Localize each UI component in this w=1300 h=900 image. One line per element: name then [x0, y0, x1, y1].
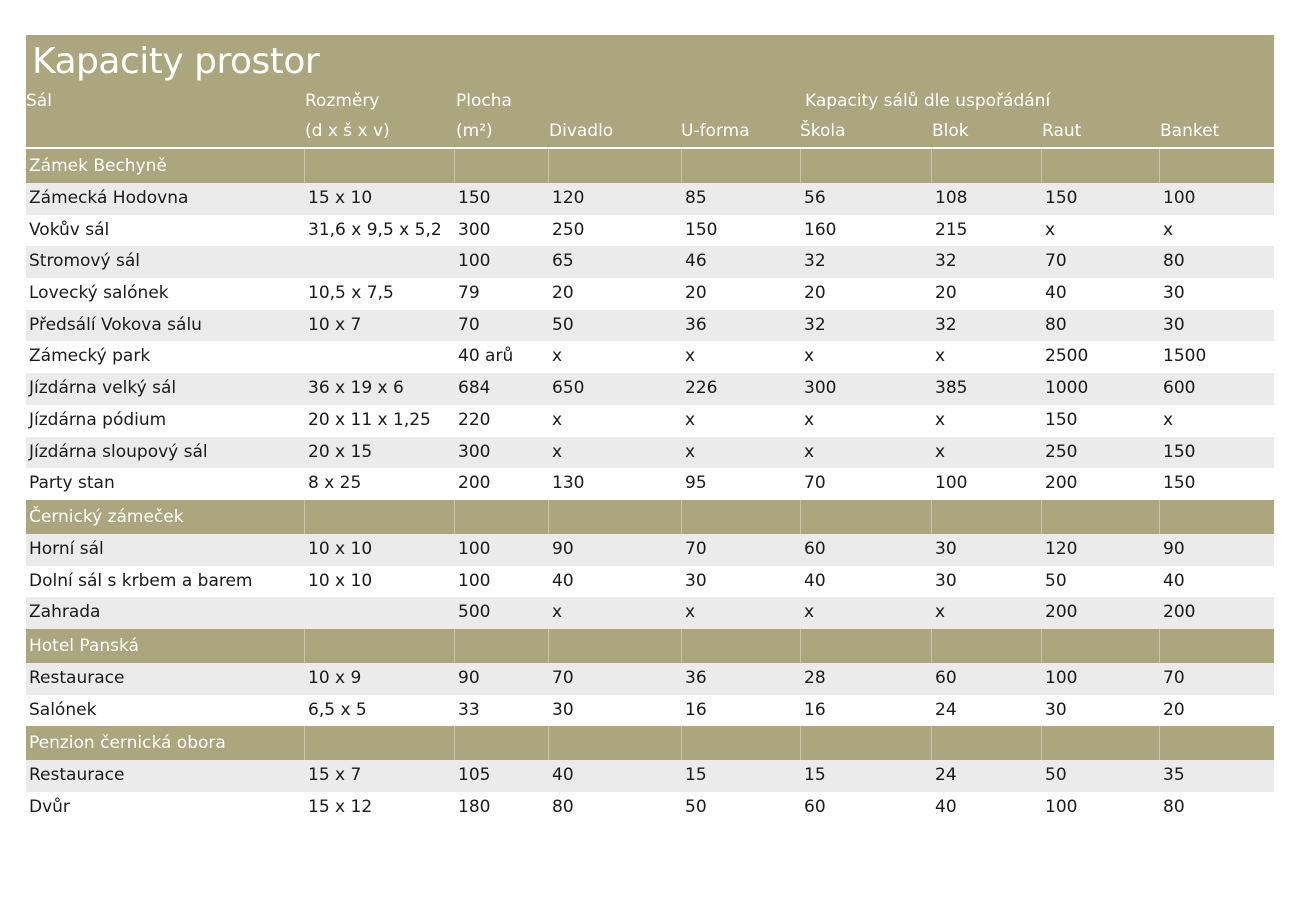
title-bar	[26, 35, 1274, 87]
cell-sal: Zámecký park	[29, 346, 151, 367]
table-row	[26, 278, 1274, 310]
cell-skola: x	[804, 602, 815, 623]
cell-divadlo: x	[552, 409, 563, 430]
cell-divadlo: 90	[552, 538, 574, 559]
cell-raut: 150	[1045, 188, 1078, 208]
cell-blok: 30	[935, 538, 957, 559]
table-row	[26, 246, 1274, 278]
cell-banket: 30	[1163, 314, 1185, 335]
cell-plocha: 300	[458, 441, 491, 462]
cell-banket: 600	[1163, 378, 1196, 399]
cell-divadlo: 70	[552, 667, 574, 688]
cell-blok: x	[935, 409, 946, 430]
group-row	[26, 726, 1274, 760]
group-divider	[1159, 500, 1160, 534]
cell-plocha: 90	[458, 667, 480, 688]
cell-blok: 385	[935, 378, 968, 399]
cell-skola: x	[804, 441, 815, 462]
cell-raut: x	[1045, 219, 1056, 240]
table-row	[26, 534, 1274, 566]
cell-plocha: 79	[458, 283, 480, 304]
table-row	[26, 215, 1274, 247]
group-divider	[454, 149, 455, 183]
cell-sal: Zahrada	[29, 602, 101, 623]
cell-blok: 60	[935, 667, 957, 688]
header-blok: Blok	[932, 121, 969, 141]
cell-skola: 20	[804, 283, 826, 304]
cell-banket: x	[1163, 409, 1174, 430]
cell-raut: 2500	[1045, 346, 1089, 367]
cell-divadlo: 20	[552, 283, 574, 304]
cell-uforma: x	[685, 409, 696, 430]
cell-banket: 30	[1163, 283, 1185, 304]
cell-raut: 100	[1045, 667, 1078, 688]
cell-rozmery: 31,6 x 9,5 x 5,2	[308, 219, 442, 240]
group-divider	[304, 500, 305, 534]
group-divider	[931, 500, 932, 534]
cell-skola: 32	[804, 314, 826, 335]
cell-uforma: 15	[685, 765, 707, 786]
cell-sal: Předsálí Vokova sálu	[29, 314, 202, 335]
header-plocha-unit: (m²)	[456, 121, 493, 141]
cell-uforma: 85	[685, 188, 707, 208]
cell-divadlo: x	[552, 602, 563, 623]
cell-blok: 100	[935, 473, 968, 494]
group-divider	[548, 629, 549, 663]
cell-raut: 250	[1045, 441, 1078, 462]
header-plocha: Plocha	[456, 91, 512, 111]
cell-raut: 200	[1045, 473, 1078, 494]
group-divider	[304, 149, 305, 183]
cell-skola: 28	[804, 667, 826, 688]
cell-banket: 70	[1163, 667, 1185, 688]
table-row	[26, 566, 1274, 598]
cell-sal: Vokův sál	[29, 219, 110, 240]
cell-sal: Restaurace	[29, 667, 125, 688]
cell-uforma: x	[685, 441, 696, 462]
header-kapacity: Kapacity sálů dle uspořádání	[805, 91, 1051, 111]
table-row	[26, 405, 1274, 437]
cell-rozmery: 10 x 10	[308, 538, 373, 559]
group-name: Zámek Bechyně	[29, 156, 167, 176]
group-row	[26, 500, 1274, 534]
cell-skola: 60	[804, 797, 826, 817]
cell-sal: Restaurace	[29, 765, 125, 786]
cell-banket: 35	[1163, 765, 1185, 786]
cell-uforma: 226	[685, 378, 718, 399]
group-divider	[1041, 500, 1042, 534]
cell-plocha: 33	[458, 699, 480, 720]
cell-raut: 70	[1045, 251, 1067, 272]
cell-divadlo: 130	[552, 473, 585, 494]
cell-plocha: 40 arů	[458, 346, 514, 367]
header-rozmery-unit: (d x š x v)	[305, 121, 390, 141]
cell-skola: 32	[804, 251, 826, 272]
group-row	[26, 629, 1274, 663]
cell-plocha: 500	[458, 602, 491, 623]
cell-raut: 50	[1045, 570, 1067, 591]
cell-uforma: 36	[685, 667, 707, 688]
cell-plocha: 100	[458, 570, 491, 591]
cell-banket: 150	[1163, 441, 1196, 462]
group-divider	[931, 629, 932, 663]
header-uforma: U-forma	[681, 121, 750, 141]
cell-skola: 56	[804, 188, 826, 208]
cell-blok: 215	[935, 219, 968, 240]
table-row	[26, 310, 1274, 342]
cell-banket: 1500	[1163, 346, 1207, 367]
cell-rozmery: 10 x 7	[308, 314, 362, 335]
cell-banket: 80	[1163, 251, 1185, 272]
cell-skola: 15	[804, 765, 826, 786]
table-row	[26, 597, 1274, 629]
cell-banket: 200	[1163, 602, 1196, 623]
cell-uforma: x	[685, 602, 696, 623]
header-row-2	[26, 117, 1274, 149]
group-divider	[304, 629, 305, 663]
cell-rozmery: 10 x 10	[308, 570, 373, 591]
cell-uforma: 30	[685, 570, 707, 591]
cell-banket: 80	[1163, 797, 1185, 817]
cell-blok: 108	[935, 188, 968, 208]
cell-plocha: 150	[458, 188, 491, 208]
cell-rozmery: 15 x 12	[308, 797, 373, 817]
cell-raut: 50	[1045, 765, 1067, 786]
group-divider	[304, 726, 305, 760]
cell-blok: 32	[935, 314, 957, 335]
cell-skola: x	[804, 409, 815, 430]
cell-rozmery: 10,5 x 7,5	[308, 283, 394, 304]
cell-sal: Jízdárna pódium	[29, 409, 167, 430]
cell-uforma: 46	[685, 251, 707, 272]
cell-divadlo: x	[552, 441, 563, 462]
group-divider	[1159, 149, 1160, 183]
cell-rozmery: 6,5 x 5	[308, 699, 367, 720]
cell-blok: 20	[935, 283, 957, 304]
cell-divadlo: 650	[552, 378, 585, 399]
cell-skola: 16	[804, 699, 826, 720]
cell-rozmery: 8 x 25	[308, 473, 362, 494]
group-divider	[548, 500, 549, 534]
cell-banket: 100	[1163, 188, 1196, 208]
header-raut: Raut	[1042, 121, 1082, 141]
header-skola: Škola	[800, 121, 846, 141]
group-name: Penzion černická obora	[29, 733, 226, 754]
cell-uforma: 20	[685, 283, 707, 304]
table-row	[26, 760, 1274, 792]
group-divider	[800, 726, 801, 760]
cell-blok: 40	[935, 797, 957, 817]
group-divider	[1041, 629, 1042, 663]
group-divider	[800, 629, 801, 663]
cell-rozmery: 15 x 10	[308, 188, 373, 208]
cell-uforma: 150	[685, 219, 718, 240]
cell-plocha: 300	[458, 219, 491, 240]
cell-plocha: 684	[458, 378, 491, 399]
cell-raut: 30	[1045, 699, 1067, 720]
header-sal: Sál	[26, 91, 52, 111]
cell-skola: 60	[804, 538, 826, 559]
cell-raut: 80	[1045, 314, 1067, 335]
cell-sal: Horní sál	[29, 538, 104, 559]
cell-sal: Party stan	[29, 473, 115, 494]
cell-rozmery: 36 x 19 x 6	[308, 378, 404, 399]
header-banket: Banket	[1160, 121, 1220, 141]
group-divider	[800, 500, 801, 534]
header-row-1	[26, 87, 1274, 117]
cell-banket: 40	[1163, 570, 1185, 591]
cell-raut: 1000	[1045, 378, 1089, 399]
capacity-sheet	[26, 35, 1274, 824]
group-row	[26, 149, 1274, 183]
cell-plocha: 70	[458, 314, 480, 335]
table-row	[26, 341, 1274, 373]
cell-divadlo: x	[552, 346, 563, 367]
table-row	[26, 792, 1274, 824]
cell-divadlo: 40	[552, 570, 574, 591]
cell-skola: x	[804, 346, 815, 367]
cell-skola: 160	[804, 219, 837, 240]
group-divider	[1159, 629, 1160, 663]
table-row	[26, 183, 1274, 215]
cell-uforma: 16	[685, 699, 707, 720]
cell-rozmery: 20 x 11 x 1,25	[308, 409, 431, 430]
cell-blok: 32	[935, 251, 957, 272]
cell-raut: 150	[1045, 409, 1078, 430]
group-divider	[454, 500, 455, 534]
cell-banket: 90	[1163, 538, 1185, 559]
table-row	[26, 695, 1274, 727]
page-title: Kapacity prostor	[32, 41, 320, 82]
group-divider	[1159, 726, 1160, 760]
cell-skola: 70	[804, 473, 826, 494]
cell-raut: 40	[1045, 283, 1067, 304]
group-divider	[931, 726, 932, 760]
table-row	[26, 468, 1274, 500]
cell-sal: Dvůr	[29, 797, 70, 817]
group-divider	[681, 149, 682, 183]
group-divider	[931, 149, 932, 183]
group-divider	[681, 726, 682, 760]
cell-divadlo: 30	[552, 699, 574, 720]
group-divider	[454, 629, 455, 663]
cell-uforma: 95	[685, 473, 707, 494]
cell-plocha: 220	[458, 409, 491, 430]
group-divider	[548, 149, 549, 183]
cell-raut: 200	[1045, 602, 1078, 623]
cell-blok: x	[935, 441, 946, 462]
table-row	[26, 437, 1274, 469]
cell-blok: x	[935, 346, 946, 367]
cell-plocha: 105	[458, 765, 491, 786]
cell-divadlo: 80	[552, 797, 574, 817]
group-name: Hotel Panská	[29, 635, 139, 656]
cell-blok: 24	[935, 765, 957, 786]
cell-raut: 100	[1045, 797, 1078, 817]
group-divider	[548, 726, 549, 760]
cell-sal: Stromový sál	[29, 251, 140, 272]
cell-skola: 300	[804, 378, 837, 399]
cell-banket: 150	[1163, 473, 1196, 494]
cell-sal: Jízdárna sloupový sál	[29, 441, 208, 462]
cell-plocha: 100	[458, 251, 491, 272]
cell-blok: x	[935, 602, 946, 623]
cell-sal: Zámecká Hodovna	[29, 188, 189, 208]
cell-uforma: 36	[685, 314, 707, 335]
cell-blok: 30	[935, 570, 957, 591]
table-row	[26, 663, 1274, 695]
cell-banket: 20	[1163, 699, 1185, 720]
cell-sal: Jízdárna velký sál	[29, 378, 177, 399]
cell-divadlo: 50	[552, 314, 574, 335]
header-divadlo: Divadlo	[549, 121, 614, 141]
table-row	[26, 373, 1274, 405]
group-divider	[800, 149, 801, 183]
group-divider	[1041, 149, 1042, 183]
group-divider	[681, 500, 682, 534]
cell-skola: 40	[804, 570, 826, 591]
table-body	[26, 149, 1274, 824]
cell-uforma: 50	[685, 797, 707, 817]
cell-rozmery: 15 x 7	[308, 765, 362, 786]
cell-plocha: 180	[458, 797, 491, 817]
cell-divadlo: 250	[552, 219, 585, 240]
cell-sal: Salónek	[29, 699, 97, 720]
cell-plocha: 100	[458, 538, 491, 559]
group-name: Černický zámeček	[29, 506, 184, 527]
cell-uforma: x	[685, 346, 696, 367]
cell-blok: 24	[935, 699, 957, 720]
cell-rozmery: 20 x 15	[308, 441, 373, 462]
header-rozmery: Rozměry	[305, 91, 380, 111]
group-divider	[1041, 726, 1042, 760]
group-divider	[681, 629, 682, 663]
cell-rozmery: 10 x 9	[308, 667, 362, 688]
cell-raut: 120	[1045, 538, 1078, 559]
cell-divadlo: 40	[552, 765, 574, 786]
cell-banket: x	[1163, 219, 1174, 240]
cell-sal: Dolní sál s krbem a barem	[29, 570, 253, 591]
cell-sal: Lovecký salónek	[29, 283, 169, 304]
cell-divadlo: 120	[552, 188, 585, 208]
cell-divadlo: 65	[552, 251, 574, 272]
cell-plocha: 200	[458, 473, 491, 494]
cell-uforma: 70	[685, 538, 707, 559]
group-divider	[454, 726, 455, 760]
